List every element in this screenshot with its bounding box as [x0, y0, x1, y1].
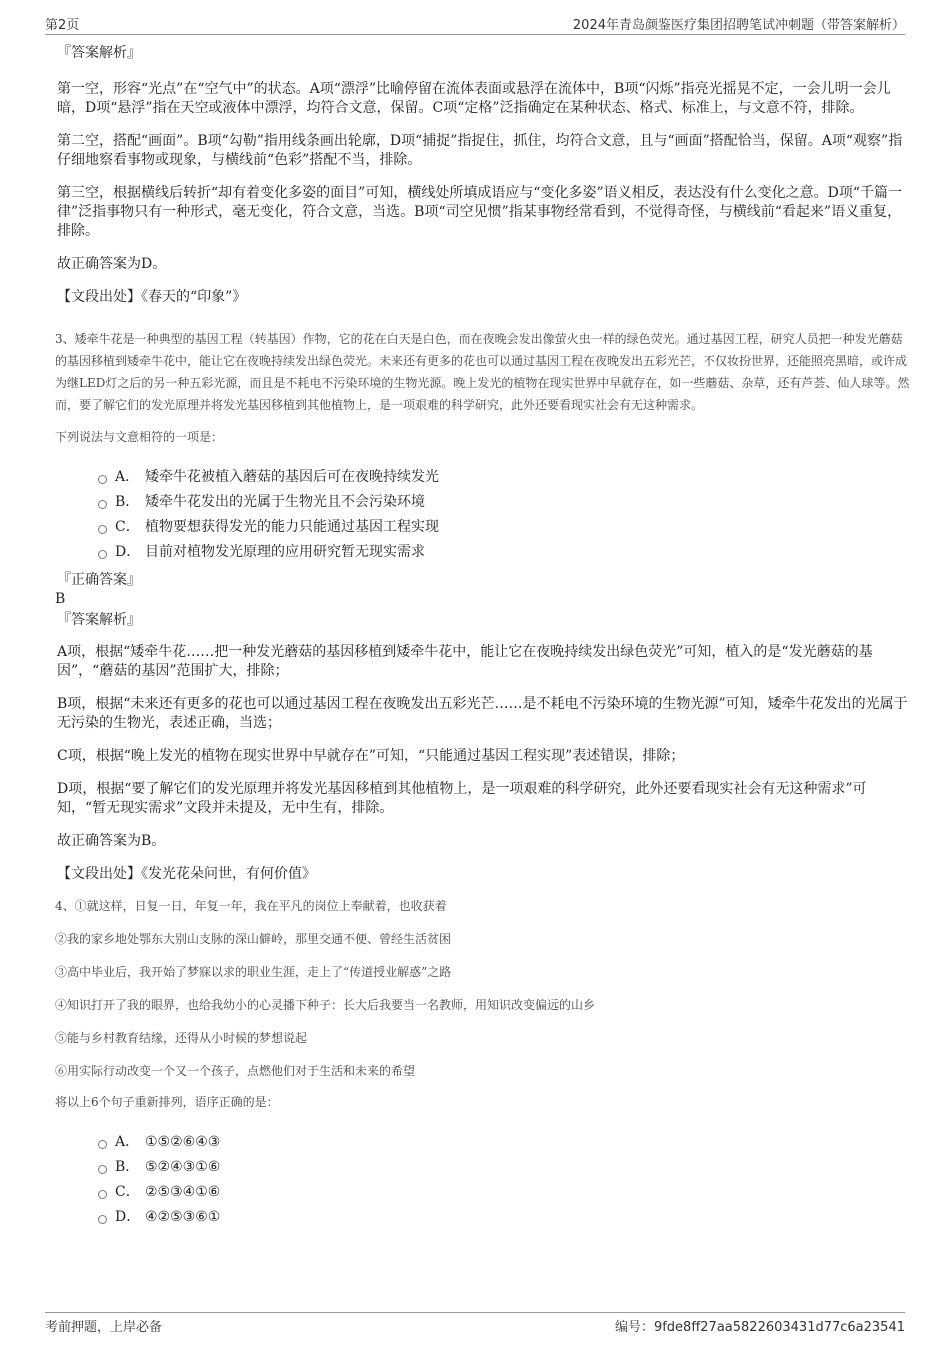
option-a[interactable]	[45, 1130, 910, 1155]
analysis-paragraph: 第一空，形容“光点”在“空气中”的状态。A项“漂浮”比喻停留在流体表面或悬浮在流体中，B项“闪烁”指亮光摇晃不定，一会儿明一会儿暗，D项“悬浮”指在天空或液体中漂浮，均符合文意，保留。C项“定格”泛指确定在某种状态、格式、标准上，与文意不符，排除。	[57, 81, 891, 116]
radio-button-icon[interactable]	[98, 500, 107, 509]
option-text: 目前对植物发光原理的应用研究暂无现实需求	[145, 544, 425, 560]
document-title: 2024年青岛颜鉴医疗集团招聘笔试冲刺题（带答案解析）	[572, 18, 905, 33]
footer-slogan: 考前押题，上岸必备	[45, 1320, 163, 1335]
question-4-sentence: ⑥用实际行动改变一个又一个孩子，点燃他们对于生活和未来的希望	[55, 1064, 416, 1078]
option-d[interactable]	[45, 1205, 910, 1230]
text-source: 【文段出处】《春天的“印象”》	[57, 289, 247, 305]
option-letter: C．	[115, 1184, 140, 1200]
analysis-paragraph: C项，根据“晚上发光的植物在现实世界中早就存在”可知，“只能通过基因工程实现”表述错误，排除；	[57, 748, 685, 764]
option-letter: D．	[115, 544, 141, 560]
question-4-sentence: ⑤能与乡村教育结缘，还得从小时候的梦想说起	[55, 1031, 308, 1045]
option-letter: B．	[115, 1159, 140, 1175]
question-3-options	[45, 465, 910, 565]
analysis-paragraph: D项，根据“要了解它们的发光原理并将发光基因移植到其他植物上，是一项艰难的科学研究，此外还要看现实社会有无这种需求”可知，“暂无现实需求”文段并未提及，无中生有，排除。	[57, 781, 867, 816]
analysis-paragraph: B项，根据“未来还有更多的花也可以通过基因工程在夜晚发出五彩光芒……是不耗电不污染环境的生物光源”可知，矮牵牛花发出的光属于无污染的生物光，表述正确，当选；	[57, 696, 908, 731]
option-text: ②⑤③④①⑥	[145, 1184, 221, 1200]
question-3-text: 3、矮牵牛花是一种典型的基因工程（转基因）作物，它的花在白天是白色，而在夜晚会发出像萤火虫一样的绿色荧光。通过基因工程，研究人员把一种发光蘑菇的基因移植到矮牵牛花中，能让它在夜晚持续发出绿色荧光。未来还有更多的花也可以通过基因工程在夜晚发出五彩光芒，不仅妆扮世界，还能照亮黑暗，或许成为继LED灯之后的另一种五彩光源，而且是不耗电不污染环境的生物光源。晚上发光的植物在现实世界中早就存在，如一些蘑菇、杂草，还有芦荟、仙人球等。然而，要了解它们的发光原理并将发光基因移植到其他植物上，是一项艰难的科学研究，此外还要看现实社会有无这种需求。	[55, 332, 910, 412]
page-content	[45, 44, 910, 1230]
answer-conclusion: 故正确答案为B。	[57, 833, 166, 849]
analysis-label: 『答案解析』	[57, 612, 141, 628]
option-text: ①⑤②⑥④③	[145, 1134, 221, 1150]
question-4-sentence: ②我的家乡地处鄂东大别山支脉的深山僻岭，那里交通不便、曾经生活贫困	[55, 932, 452, 946]
analysis-label: 『答案解析』	[57, 45, 141, 61]
option-c[interactable]	[45, 1180, 910, 1205]
answer-conclusion: 故正确答案为D。	[57, 256, 167, 272]
correct-answer: B	[55, 591, 66, 607]
option-letter: A．	[115, 469, 140, 485]
option-letter: B．	[115, 494, 140, 510]
option-letter: C．	[115, 519, 140, 535]
radio-button-icon[interactable]	[98, 1215, 107, 1224]
option-letter: D．	[115, 1209, 141, 1225]
option-letter: A．	[115, 1134, 140, 1150]
analysis-paragraph: 第二空，搭配“画面”。B项“勾勒”指用线条画出轮廓，D项“捕捉”指捉住，抓住，均符合文意，且与“画面”搭配恰当，保留。A项“观察”指仔细地察看事物或现象，与横线前“色彩”搭配不当，排除。	[57, 133, 903, 168]
page-header	[45, 12, 905, 35]
option-c[interactable]	[45, 515, 910, 540]
option-b[interactable]	[45, 490, 910, 515]
question-3-prompt: 下列说法与文意相符的一项是：	[55, 430, 224, 444]
analysis-paragraph: 第三空，根据横线后转折“却有着变化多姿的面目”可知，横线处所填成语应与“变化多姿”语义相反，表达没有什么变化之意。D项“千篇一律”泛指事物只有一种形式，毫无变化，符合文意，当选。B项“司空见惯”指某事物经常看到，不觉得奇怪，与横线前“看起来”语义重复，排除。	[57, 185, 903, 239]
page-footer	[45, 1312, 905, 1335]
question-4-options	[45, 1130, 910, 1230]
radio-button-icon[interactable]	[98, 550, 107, 559]
option-text: 矮牵牛花被植入蘑菇的基因后可在夜晚持续发光	[145, 469, 439, 485]
radio-button-icon[interactable]	[98, 475, 107, 484]
question-4-sentence: 4、①就这样，日复一日，年复一年，我在平凡的岗位上奉献着，也收获着	[55, 899, 447, 913]
analysis-paragraph: A项，根据“矮牵牛花……把一种发光蘑菇的基因移植到矮牵牛花中，能让它在夜晚持续发出绿色荧光”可知，植入的是“发光蘑菇的基因”，“蘑菇的基因”范围扩大，排除；	[57, 644, 873, 679]
option-text: ④②⑤③⑥①	[145, 1209, 221, 1225]
document-serial-number: 编号：9fde8ff27aa5822603431d77c6a23541	[614, 1320, 905, 1335]
radio-button-icon[interactable]	[98, 1165, 107, 1174]
radio-button-icon[interactable]	[98, 525, 107, 534]
page-number: 第2页	[45, 18, 80, 33]
option-text: 植物要想获得发光的能力只能通过基因工程实现	[145, 519, 439, 535]
option-b[interactable]	[45, 1155, 910, 1180]
question-4-sentence: ③高中毕业后，我开始了梦寐以求的职业生涯，走上了“传道授业解惑”之路	[55, 965, 452, 979]
question-4-sentence: ④知识打开了我的眼界，也给我幼小的心灵播下种子：长大后我要当一名教师，用知识改变偏远的山乡	[55, 998, 596, 1012]
option-a[interactable]	[45, 465, 910, 490]
option-d[interactable]	[45, 540, 910, 565]
option-text: ⑤②④③①⑥	[145, 1159, 221, 1175]
text-source: 【文段出处】《发光花朵问世，有何价值》	[57, 866, 316, 882]
correct-answer-label: 『正确答案』	[57, 572, 141, 588]
radio-button-icon[interactable]	[98, 1140, 107, 1149]
question-4-prompt: 将以上6个句子重新排列，语序正确的是：	[55, 1095, 279, 1109]
radio-button-icon[interactable]	[98, 1190, 107, 1199]
option-text: 矮牵牛花发出的光属于生物光且不会污染环境	[145, 494, 425, 510]
